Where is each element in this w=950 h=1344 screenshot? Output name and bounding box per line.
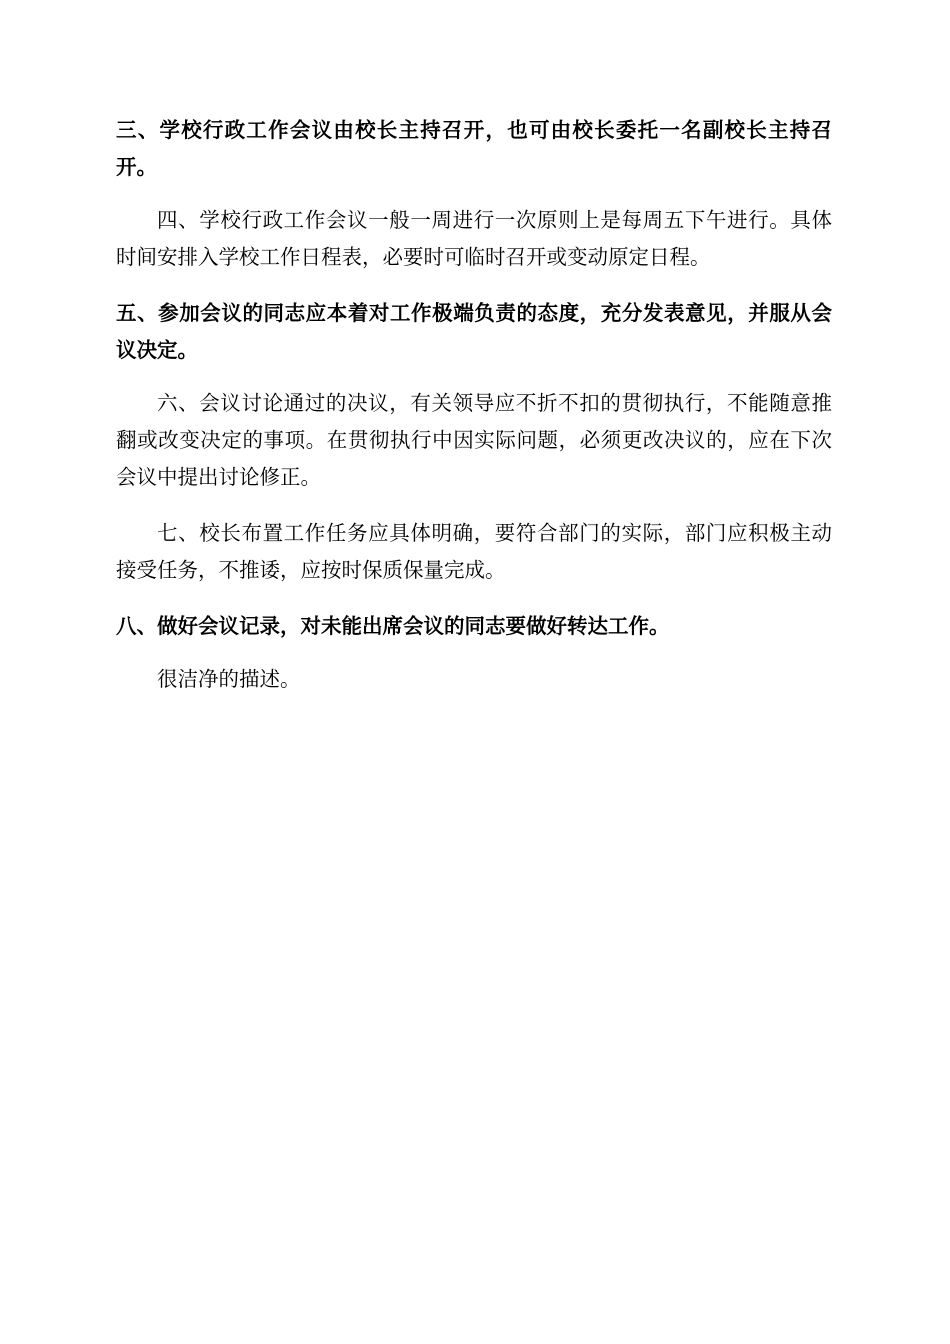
- paragraph-item-8: 八、做好会议记录，对未能出席会议的同志要做好转达工作。: [116, 614, 670, 638]
- document-body: [116, 112, 832, 717]
- closing-note: 很洁净的描述。: [157, 667, 301, 691]
- paragraph-item-4: 四、学校行政工作会议一般一周进行一次原则上是每周五下午进行。具体时间安排入学校工作日程表，必要时可临时召开或变动原定日程。: [116, 208, 832, 269]
- paragraph-item-7: 七、校长布置工作任务应具体明确，要符合部门的实际，部门应积极主动接受任务，不推诿，应按时保质保量完成。: [116, 521, 832, 582]
- paragraph-item-5: 五、参加会议的同志应本着对工作极端负责的态度，充分发表意见，并服从会议决定。: [116, 301, 832, 362]
- paragraph-item-3: 三、学校行政工作会议由校长主持召开，也可由校长委托一名副校长主持召开。: [116, 118, 832, 179]
- paragraph-item-6: 六、会议讨论通过的决议，有关领导应不折不扣的贯彻执行，不能随意推翻或改变决定的事项。在贯彻执行中因实际问题，必须更改决议的，应在下次会议中提出讨论修正。: [116, 391, 832, 489]
